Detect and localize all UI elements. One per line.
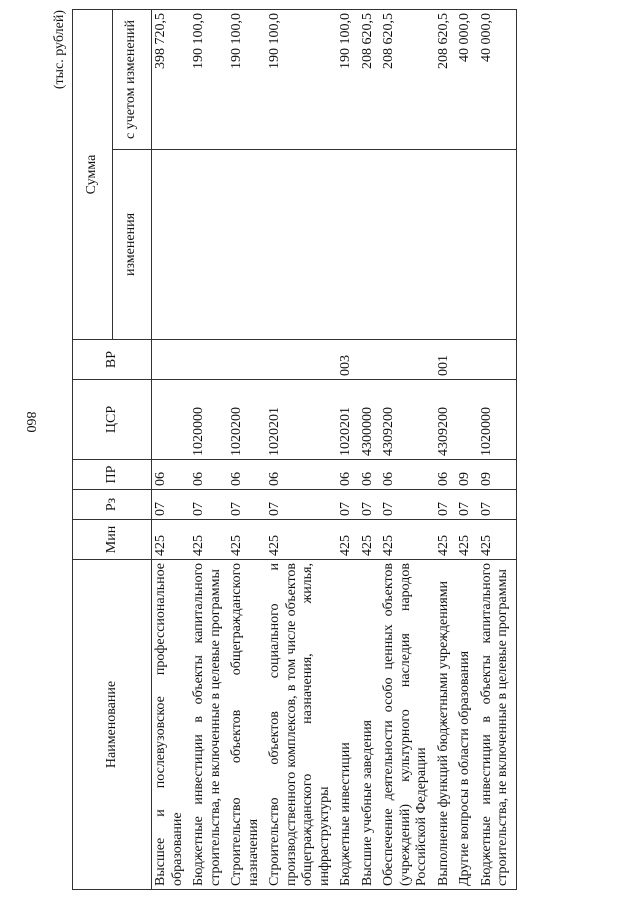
cell-min: 425 <box>380 520 435 560</box>
page-number: 860 <box>23 411 38 433</box>
cell-vr <box>228 340 266 380</box>
table-row <box>337 10 359 890</box>
table-row <box>190 10 228 890</box>
cell-changes <box>190 150 228 340</box>
header-sum: Сумма <box>73 10 113 340</box>
cell-total: 40 000,0 <box>478 10 517 150</box>
table-row <box>152 10 191 890</box>
cell-vr <box>478 340 517 380</box>
cell-vr: 003 <box>337 340 359 380</box>
cell-min: 425 <box>228 520 266 560</box>
table-row <box>456 10 478 890</box>
cell-changes <box>266 150 337 340</box>
header-rz: Рз <box>73 490 152 520</box>
header-vr: ВР <box>73 340 152 380</box>
header-changes: изменения <box>112 150 152 340</box>
cell-rz: 07 <box>152 490 191 520</box>
table-body <box>152 10 517 890</box>
cell-name: Бюджетные инвестиции <box>337 560 359 890</box>
cell-rz: 07 <box>435 490 457 520</box>
cell-name: Бюджетные инвестиции в объекты капитального строительства, не включенные в целевые программы <box>190 560 228 890</box>
cell-name: Высшее и послевузовское профессиональное образование <box>152 560 191 890</box>
cell-vr <box>190 340 228 380</box>
table-row <box>478 10 517 890</box>
cell-changes <box>228 150 266 340</box>
cell-rz: 07 <box>190 490 228 520</box>
cell-changes <box>337 150 359 340</box>
cell-csr: 1020000 <box>190 380 228 460</box>
cell-pr: 06 <box>152 460 191 490</box>
table-row <box>435 10 457 890</box>
cell-changes <box>435 150 457 340</box>
units-caption: (тыс. рублей) <box>52 10 67 90</box>
cell-csr: 1020201 <box>266 380 337 460</box>
cell-changes <box>380 150 435 340</box>
table-row <box>228 10 266 890</box>
cell-name: Строительство объектов социального и производственного комплексов, в том числе объектов общегражданского назначения, жилья, инфраструктуры <box>266 560 337 890</box>
cell-pr: 06 <box>266 460 337 490</box>
cell-csr <box>456 380 478 460</box>
cell-rz: 07 <box>478 490 517 520</box>
cell-vr <box>380 340 435 380</box>
cell-changes <box>359 150 381 340</box>
cell-min: 425 <box>152 520 191 560</box>
cell-csr: 1020000 <box>478 380 517 460</box>
cell-changes <box>152 150 191 340</box>
cell-changes <box>478 150 517 340</box>
cell-min: 425 <box>359 520 381 560</box>
header-name: Наименование <box>73 560 152 890</box>
cell-rz: 07 <box>456 490 478 520</box>
cell-total: 190 100,0 <box>337 10 359 150</box>
cell-rz: 07 <box>359 490 381 520</box>
cell-pr: 06 <box>190 460 228 490</box>
cell-pr: 06 <box>380 460 435 490</box>
cell-vr <box>152 340 191 380</box>
cell-min: 425 <box>190 520 228 560</box>
cell-vr <box>266 340 337 380</box>
table-header <box>73 10 152 890</box>
cell-name: Высшие учебные заведения <box>359 560 381 890</box>
header-pr: ПР <box>73 460 152 490</box>
cell-min: 425 <box>337 520 359 560</box>
cell-min: 425 <box>478 520 517 560</box>
cell-pr: 06 <box>337 460 359 490</box>
cell-name: Обеспечение деятельности особо ценных объектов (учреждений) культурного наследия народов Российской Федерации <box>380 560 435 890</box>
cell-rz: 07 <box>380 490 435 520</box>
cell-total: 398 720,5 <box>152 10 191 150</box>
cell-pr: 06 <box>228 460 266 490</box>
cell-vr: 001 <box>435 340 457 380</box>
cell-rz: 07 <box>266 490 337 520</box>
cell-changes <box>456 150 478 340</box>
cell-total: 190 100,0 <box>190 10 228 150</box>
cell-total: 190 100,0 <box>266 10 337 150</box>
cell-name: Строительство объектов общегражданского назначения <box>228 560 266 890</box>
cell-pr: 09 <box>456 460 478 490</box>
header-csr: ЦСР <box>73 380 152 460</box>
table-row <box>266 10 337 890</box>
budget-table <box>72 9 517 890</box>
cell-min: 425 <box>435 520 457 560</box>
cell-total: 40 000,0 <box>456 10 478 150</box>
table-row <box>380 10 435 890</box>
cell-csr: 1020200 <box>228 380 266 460</box>
cell-csr: 1020201 <box>337 380 359 460</box>
header-min: Мин <box>73 520 152 560</box>
cell-total: 208 620,5 <box>435 10 457 150</box>
cell-csr: 4300000 <box>359 380 381 460</box>
rotated-page-content <box>50 10 610 890</box>
cell-vr <box>456 340 478 380</box>
cell-csr: 4309200 <box>380 380 435 460</box>
cell-vr <box>359 340 381 380</box>
cell-rz: 07 <box>337 490 359 520</box>
header-total: с учетом изменений <box>112 10 152 150</box>
cell-pr: 09 <box>478 460 517 490</box>
cell-pr: 06 <box>435 460 457 490</box>
cell-min: 425 <box>266 520 337 560</box>
cell-name: Бюджетные инвестиции в объекты капитального строительства, не включенные в целевые программы <box>478 560 517 890</box>
cell-pr: 06 <box>359 460 381 490</box>
cell-name: Другие вопросы в области образования <box>456 560 478 890</box>
cell-min: 425 <box>456 520 478 560</box>
table-row <box>359 10 381 890</box>
cell-rz: 07 <box>228 490 266 520</box>
cell-csr <box>152 380 191 460</box>
cell-total: 208 620,5 <box>380 10 435 150</box>
cell-total: 190 100,0 <box>228 10 266 150</box>
cell-total: 208 620,5 <box>359 10 381 150</box>
cell-name: Выполнение функций бюджетными учреждениями <box>435 560 457 890</box>
cell-csr: 4309200 <box>435 380 457 460</box>
